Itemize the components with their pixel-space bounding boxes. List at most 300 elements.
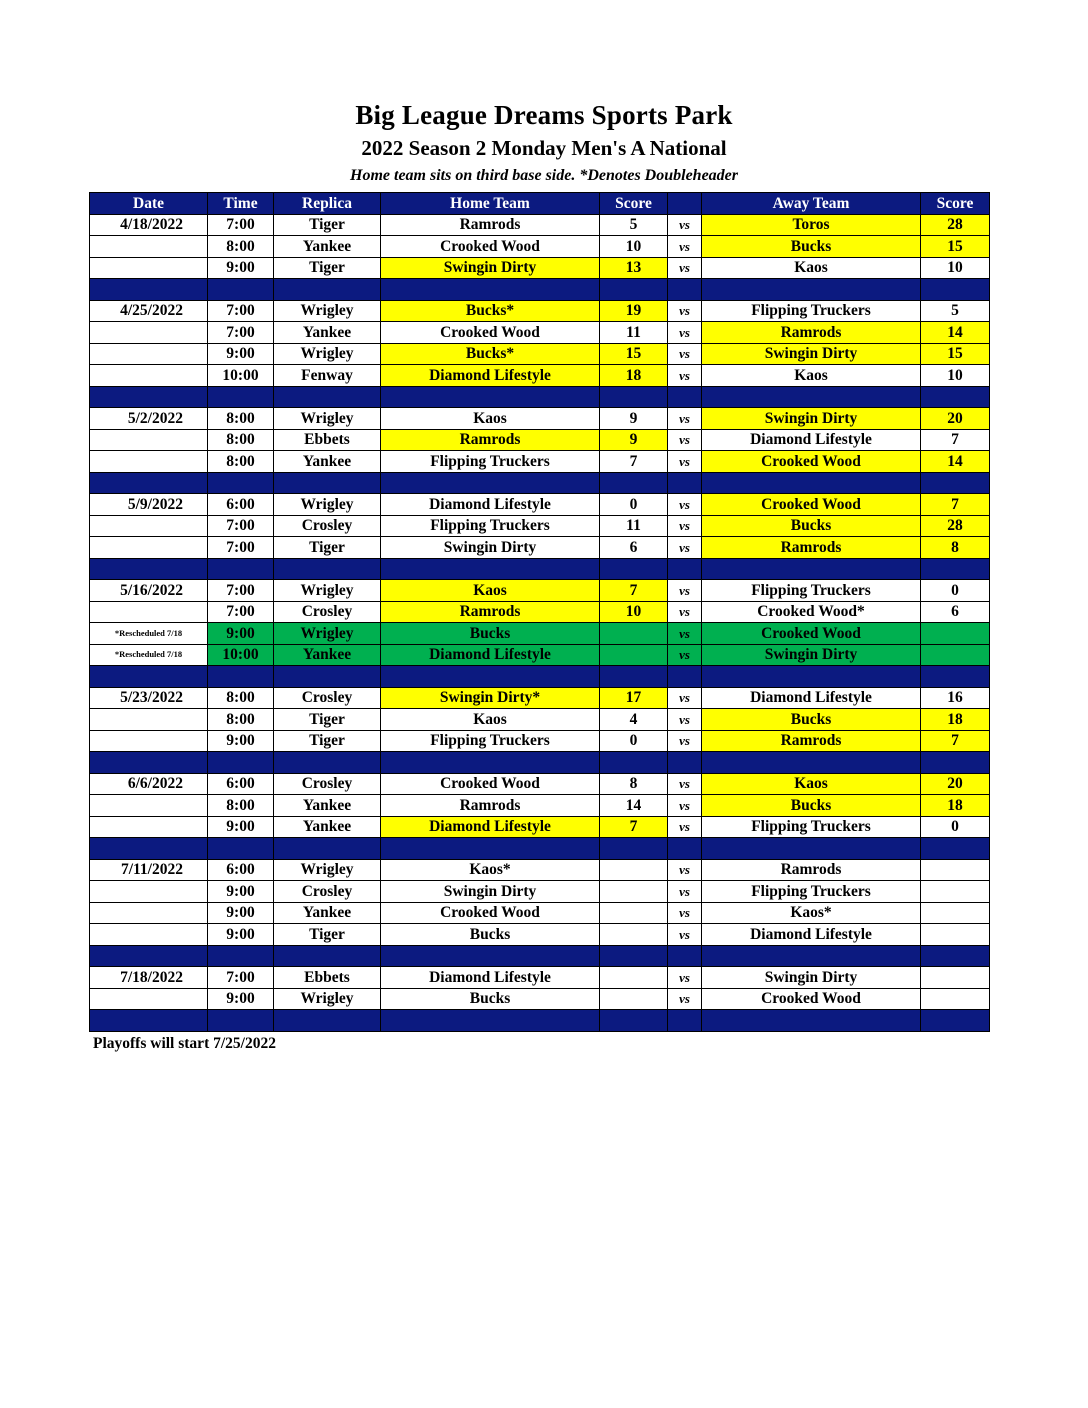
- home-team-cell: Swingin Dirty*: [381, 687, 600, 709]
- separator-cell: [921, 1010, 990, 1032]
- home-team-cell: Ramrods: [381, 429, 600, 451]
- away-score-cell: 6: [921, 601, 990, 623]
- home-team-cell: Swingin Dirty: [381, 537, 600, 559]
- vs-cell: vs: [668, 429, 702, 451]
- home-score-cell: 11: [600, 322, 668, 344]
- separator-cell: [921, 945, 990, 967]
- replica-cell: Tiger: [274, 924, 381, 946]
- home-score-cell: 19: [600, 300, 668, 322]
- time-cell: 9:00: [208, 257, 274, 279]
- table-row: [90, 580, 990, 602]
- home-score-cell: 10: [600, 236, 668, 258]
- away-team-cell: Flipping Truckers: [702, 816, 921, 838]
- time-cell: 9:00: [208, 902, 274, 924]
- separator-cell: [668, 279, 702, 301]
- separator-cell: [90, 1010, 208, 1032]
- replica-cell: Crosley: [274, 881, 381, 903]
- separator-cell: [600, 386, 668, 408]
- away-score-cell: 7: [921, 429, 990, 451]
- away-score-cell: [921, 902, 990, 924]
- table-row: [90, 429, 990, 451]
- away-score-cell: [921, 967, 990, 989]
- vs-cell: vs: [668, 773, 702, 795]
- date-cell: [90, 537, 208, 559]
- date-cell: [90, 343, 208, 365]
- away-team-cell: Crooked Wood: [702, 988, 921, 1010]
- time-cell: 7:00: [208, 967, 274, 989]
- week-separator-row: [90, 1010, 990, 1032]
- vs-cell: vs: [668, 451, 702, 473]
- time-cell: 10:00: [208, 365, 274, 387]
- time-cell: 7:00: [208, 537, 274, 559]
- table-row: [90, 601, 990, 623]
- away-score-cell: 0: [921, 816, 990, 838]
- separator-cell: [208, 1010, 274, 1032]
- separator-cell: [600, 752, 668, 774]
- separator-cell: [600, 472, 668, 494]
- date-cell: [90, 601, 208, 623]
- home-score-cell: [600, 967, 668, 989]
- home-team-cell: Kaos: [381, 408, 600, 430]
- separator-cell: [702, 666, 921, 688]
- away-team-cell: Bucks: [702, 515, 921, 537]
- away-score-cell: 28: [921, 515, 990, 537]
- separator-cell: [381, 945, 600, 967]
- separator-cell: [921, 386, 990, 408]
- away-score-cell: [921, 644, 990, 666]
- replica-cell: Yankee: [274, 451, 381, 473]
- separator-cell: [274, 279, 381, 301]
- away-score-cell: 5: [921, 300, 990, 322]
- col-header-time: Time: [208, 193, 274, 215]
- vs-cell: vs: [668, 644, 702, 666]
- away-score-cell: 28: [921, 214, 990, 236]
- home-team-cell: Flipping Truckers: [381, 515, 600, 537]
- week-separator-row: [90, 472, 990, 494]
- separator-cell: [208, 472, 274, 494]
- separator-cell: [702, 752, 921, 774]
- replica-cell: Tiger: [274, 214, 381, 236]
- separator-cell: [600, 1010, 668, 1032]
- date-cell: [90, 257, 208, 279]
- separator-cell: [921, 838, 990, 860]
- away-score-cell: 15: [921, 343, 990, 365]
- replica-cell: Wrigley: [274, 859, 381, 881]
- replica-cell: Crosley: [274, 601, 381, 623]
- separator-cell: [702, 386, 921, 408]
- table-row: [90, 257, 990, 279]
- home-score-cell: [600, 881, 668, 903]
- vs-cell: vs: [668, 300, 702, 322]
- separator-cell: [668, 1010, 702, 1032]
- date-cell: [90, 902, 208, 924]
- separator-cell: [921, 472, 990, 494]
- home-score-cell: 13: [600, 257, 668, 279]
- replica-cell: Yankee: [274, 644, 381, 666]
- separator-cell: [668, 838, 702, 860]
- time-cell: 6:00: [208, 859, 274, 881]
- separator-cell: [208, 838, 274, 860]
- vs-cell: vs: [668, 214, 702, 236]
- replica-cell: Fenway: [274, 365, 381, 387]
- home-score-cell: 15: [600, 343, 668, 365]
- away-team-cell: Bucks: [702, 795, 921, 817]
- home-team-cell: Bucks: [381, 623, 600, 645]
- away-team-cell: Flipping Truckers: [702, 300, 921, 322]
- table-row: [90, 730, 990, 752]
- replica-cell: Ebbets: [274, 429, 381, 451]
- home-score-cell: [600, 988, 668, 1010]
- separator-cell: [381, 666, 600, 688]
- separator-cell: [668, 386, 702, 408]
- col-header-home-team: Home Team: [381, 193, 600, 215]
- table-row: [90, 236, 990, 258]
- time-cell: 9:00: [208, 623, 274, 645]
- home-team-cell: Diamond Lifestyle: [381, 494, 600, 516]
- page-subtitle: 2022 Season 2 Monday Men's A National: [361, 136, 727, 160]
- separator-cell: [90, 472, 208, 494]
- week-separator-row: [90, 386, 990, 408]
- away-score-cell: 10: [921, 257, 990, 279]
- home-score-cell: [600, 902, 668, 924]
- home-team-cell: Ramrods: [381, 795, 600, 817]
- replica-cell: Yankee: [274, 322, 381, 344]
- separator-cell: [381, 558, 600, 580]
- separator-cell: [600, 666, 668, 688]
- vs-cell: vs: [668, 494, 702, 516]
- date-cell: [90, 429, 208, 451]
- home-score-cell: 9: [600, 429, 668, 451]
- table-row: [90, 300, 990, 322]
- away-team-cell: Kaos*: [702, 902, 921, 924]
- time-cell: 7:00: [208, 322, 274, 344]
- separator-cell: [90, 945, 208, 967]
- replica-cell: Wrigley: [274, 988, 381, 1010]
- vs-cell: vs: [668, 924, 702, 946]
- separator-cell: [274, 945, 381, 967]
- separator-cell: [208, 558, 274, 580]
- date-cell: [90, 924, 208, 946]
- home-team-cell: Diamond Lifestyle: [381, 816, 600, 838]
- schedule-table: [89, 192, 990, 1032]
- separator-cell: [274, 666, 381, 688]
- away-score-cell: 10: [921, 365, 990, 387]
- away-score-cell: 14: [921, 322, 990, 344]
- separator-cell: [274, 558, 381, 580]
- vs-cell: vs: [668, 365, 702, 387]
- home-score-cell: [600, 623, 668, 645]
- vs-cell: vs: [668, 967, 702, 989]
- away-team-cell: Swingin Dirty: [702, 343, 921, 365]
- away-score-cell: 16: [921, 687, 990, 709]
- separator-cell: [921, 666, 990, 688]
- separator-cell: [381, 1010, 600, 1032]
- table-row: [90, 988, 990, 1010]
- home-team-cell: Kaos*: [381, 859, 600, 881]
- replica-cell: Crosley: [274, 687, 381, 709]
- table-header-row: [90, 193, 990, 215]
- vs-cell: vs: [668, 623, 702, 645]
- table-row: [90, 451, 990, 473]
- table-row: [90, 881, 990, 903]
- replica-cell: Wrigley: [274, 623, 381, 645]
- away-team-cell: Ramrods: [702, 322, 921, 344]
- week-separator-row: [90, 666, 990, 688]
- home-team-cell: Bucks*: [381, 300, 600, 322]
- home-team-cell: Ramrods: [381, 214, 600, 236]
- separator-cell: [600, 945, 668, 967]
- away-team-cell: Ramrods: [702, 537, 921, 559]
- time-cell: 7:00: [208, 214, 274, 236]
- home-team-cell: Swingin Dirty: [381, 881, 600, 903]
- home-team-cell: Swingin Dirty: [381, 257, 600, 279]
- col-header-away-score: Score: [921, 193, 990, 215]
- home-team-cell: Bucks*: [381, 343, 600, 365]
- table-row: [90, 773, 990, 795]
- time-cell: 9:00: [208, 730, 274, 752]
- date-cell: 5/9/2022: [90, 494, 208, 516]
- home-team-cell: Flipping Truckers: [381, 451, 600, 473]
- replica-cell: Yankee: [274, 816, 381, 838]
- date-cell: [90, 795, 208, 817]
- vs-cell: vs: [668, 687, 702, 709]
- away-team-cell: Flipping Truckers: [702, 580, 921, 602]
- replica-cell: Wrigley: [274, 408, 381, 430]
- replica-cell: Yankee: [274, 902, 381, 924]
- col-header-replica: Replica: [274, 193, 381, 215]
- date-cell: [90, 709, 208, 731]
- week-separator-row: [90, 838, 990, 860]
- week-separator-row: [90, 279, 990, 301]
- separator-cell: [921, 279, 990, 301]
- away-score-cell: 15: [921, 236, 990, 258]
- time-cell: 9:00: [208, 988, 274, 1010]
- home-team-cell: Bucks: [381, 924, 600, 946]
- table-row: [90, 709, 990, 731]
- separator-cell: [702, 279, 921, 301]
- table-row: [90, 365, 990, 387]
- away-team-cell: Kaos: [702, 365, 921, 387]
- away-team-cell: Diamond Lifestyle: [702, 687, 921, 709]
- time-cell: 8:00: [208, 795, 274, 817]
- separator-cell: [90, 279, 208, 301]
- week-separator-row: [90, 752, 990, 774]
- vs-cell: vs: [668, 343, 702, 365]
- table-row: [90, 515, 990, 537]
- separator-cell: [90, 386, 208, 408]
- away-team-cell: Crooked Wood: [702, 623, 921, 645]
- replica-cell: Wrigley: [274, 580, 381, 602]
- separator-cell: [702, 472, 921, 494]
- home-team-cell: Diamond Lifestyle: [381, 644, 600, 666]
- table-row: [90, 902, 990, 924]
- separator-cell: [381, 279, 600, 301]
- date-cell: [90, 236, 208, 258]
- away-score-cell: 14: [921, 451, 990, 473]
- home-score-cell: 0: [600, 730, 668, 752]
- table-row: [90, 537, 990, 559]
- home-score-cell: 8: [600, 773, 668, 795]
- away-team-cell: Diamond Lifestyle: [702, 429, 921, 451]
- replica-cell: Tiger: [274, 730, 381, 752]
- table-row: [90, 687, 990, 709]
- vs-cell: vs: [668, 408, 702, 430]
- home-score-cell: [600, 644, 668, 666]
- date-cell: 5/2/2022: [90, 408, 208, 430]
- time-cell: 8:00: [208, 451, 274, 473]
- separator-cell: [381, 838, 600, 860]
- table-row: [90, 924, 990, 946]
- home-score-cell: 18: [600, 365, 668, 387]
- separator-cell: [381, 752, 600, 774]
- date-cell: [90, 988, 208, 1010]
- away-team-cell: Swingin Dirty: [702, 967, 921, 989]
- time-cell: 8:00: [208, 236, 274, 258]
- home-team-cell: Diamond Lifestyle: [381, 365, 600, 387]
- time-cell: 9:00: [208, 816, 274, 838]
- away-team-cell: Swingin Dirty: [702, 644, 921, 666]
- vs-cell: vs: [668, 795, 702, 817]
- away-team-cell: Bucks: [702, 709, 921, 731]
- table-row: [90, 859, 990, 881]
- away-team-cell: Diamond Lifestyle: [702, 924, 921, 946]
- separator-cell: [668, 472, 702, 494]
- date-cell: 7/11/2022: [90, 859, 208, 881]
- home-score-cell: [600, 924, 668, 946]
- away-score-cell: 20: [921, 408, 990, 430]
- date-cell: [90, 365, 208, 387]
- time-cell: 8:00: [208, 709, 274, 731]
- rescheduled-note: *Rescheduled 7/18: [90, 644, 208, 666]
- separator-cell: [208, 666, 274, 688]
- home-score-cell: 5: [600, 214, 668, 236]
- time-cell: 7:00: [208, 515, 274, 537]
- col-header-vs: [668, 193, 702, 215]
- replica-cell: Crosley: [274, 773, 381, 795]
- home-team-cell: Flipping Truckers: [381, 730, 600, 752]
- home-team-cell: Crooked Wood: [381, 902, 600, 924]
- time-cell: 10:00: [208, 644, 274, 666]
- replica-cell: Tiger: [274, 257, 381, 279]
- replica-cell: Tiger: [274, 709, 381, 731]
- vs-cell: vs: [668, 601, 702, 623]
- separator-cell: [702, 1010, 921, 1032]
- separator-cell: [208, 752, 274, 774]
- away-team-cell: Kaos: [702, 257, 921, 279]
- separator-cell: [600, 838, 668, 860]
- separator-cell: [921, 558, 990, 580]
- col-header-away-team: Away Team: [702, 193, 921, 215]
- table-row: [90, 816, 990, 838]
- away-score-cell: 8: [921, 537, 990, 559]
- date-cell: [90, 730, 208, 752]
- separator-cell: [381, 386, 600, 408]
- vs-cell: vs: [668, 580, 702, 602]
- away-score-cell: [921, 924, 990, 946]
- separator-cell: [702, 558, 921, 580]
- away-team-cell: Ramrods: [702, 859, 921, 881]
- vs-cell: vs: [668, 709, 702, 731]
- vs-cell: vs: [668, 257, 702, 279]
- week-separator-row: [90, 945, 990, 967]
- vs-cell: vs: [668, 902, 702, 924]
- separator-cell: [668, 666, 702, 688]
- home-team-cell: Crooked Wood: [381, 236, 600, 258]
- away-team-cell: Kaos: [702, 773, 921, 795]
- time-cell: 6:00: [208, 494, 274, 516]
- home-team-cell: Diamond Lifestyle: [381, 967, 600, 989]
- time-cell: 9:00: [208, 924, 274, 946]
- time-cell: 8:00: [208, 429, 274, 451]
- separator-cell: [208, 279, 274, 301]
- away-score-cell: 18: [921, 795, 990, 817]
- replica-cell: Yankee: [274, 236, 381, 258]
- table-row: [90, 644, 990, 666]
- page-title: Big League Dreams Sports Park: [355, 100, 733, 130]
- home-team-cell: Kaos: [381, 709, 600, 731]
- col-header-home-score: Score: [600, 193, 668, 215]
- time-cell: 8:00: [208, 687, 274, 709]
- table-row: [90, 322, 990, 344]
- home-team-cell: Kaos: [381, 580, 600, 602]
- away-score-cell: [921, 881, 990, 903]
- separator-cell: [274, 472, 381, 494]
- away-team-cell: Crooked Wood: [702, 494, 921, 516]
- home-team-cell: Ramrods: [381, 601, 600, 623]
- away-score-cell: [921, 988, 990, 1010]
- col-header-date: Date: [90, 193, 208, 215]
- playoffs-footnote: Playoffs will start 7/25/2022: [93, 1035, 276, 1052]
- home-team-cell: Bucks: [381, 988, 600, 1010]
- vs-cell: vs: [668, 816, 702, 838]
- home-score-cell: 17: [600, 687, 668, 709]
- week-separator-row: [90, 558, 990, 580]
- separator-cell: [921, 752, 990, 774]
- home-team-cell: Crooked Wood: [381, 773, 600, 795]
- away-score-cell: 18: [921, 709, 990, 731]
- separator-cell: [274, 752, 381, 774]
- separator-cell: [90, 752, 208, 774]
- time-cell: 7:00: [208, 580, 274, 602]
- vs-cell: vs: [668, 236, 702, 258]
- home-score-cell: 7: [600, 580, 668, 602]
- rescheduled-note: *Rescheduled 7/18: [90, 623, 208, 645]
- separator-cell: [668, 752, 702, 774]
- date-cell: [90, 881, 208, 903]
- time-cell: 7:00: [208, 300, 274, 322]
- away-team-cell: Swingin Dirty: [702, 408, 921, 430]
- away-team-cell: Ramrods: [702, 730, 921, 752]
- away-score-cell: 20: [921, 773, 990, 795]
- home-score-cell: 0: [600, 494, 668, 516]
- separator-cell: [600, 279, 668, 301]
- home-score-cell: 7: [600, 816, 668, 838]
- date-cell: 4/25/2022: [90, 300, 208, 322]
- away-score-cell: [921, 623, 990, 645]
- home-score-cell: 10: [600, 601, 668, 623]
- replica-cell: Yankee: [274, 795, 381, 817]
- vs-cell: vs: [668, 730, 702, 752]
- replica-cell: Ebbets: [274, 967, 381, 989]
- vs-cell: vs: [668, 859, 702, 881]
- replica-cell: Wrigley: [274, 300, 381, 322]
- separator-cell: [208, 386, 274, 408]
- separator-cell: [668, 558, 702, 580]
- home-score-cell: 7: [600, 451, 668, 473]
- separator-cell: [274, 1010, 381, 1032]
- away-score-cell: 0: [921, 580, 990, 602]
- separator-cell: [208, 945, 274, 967]
